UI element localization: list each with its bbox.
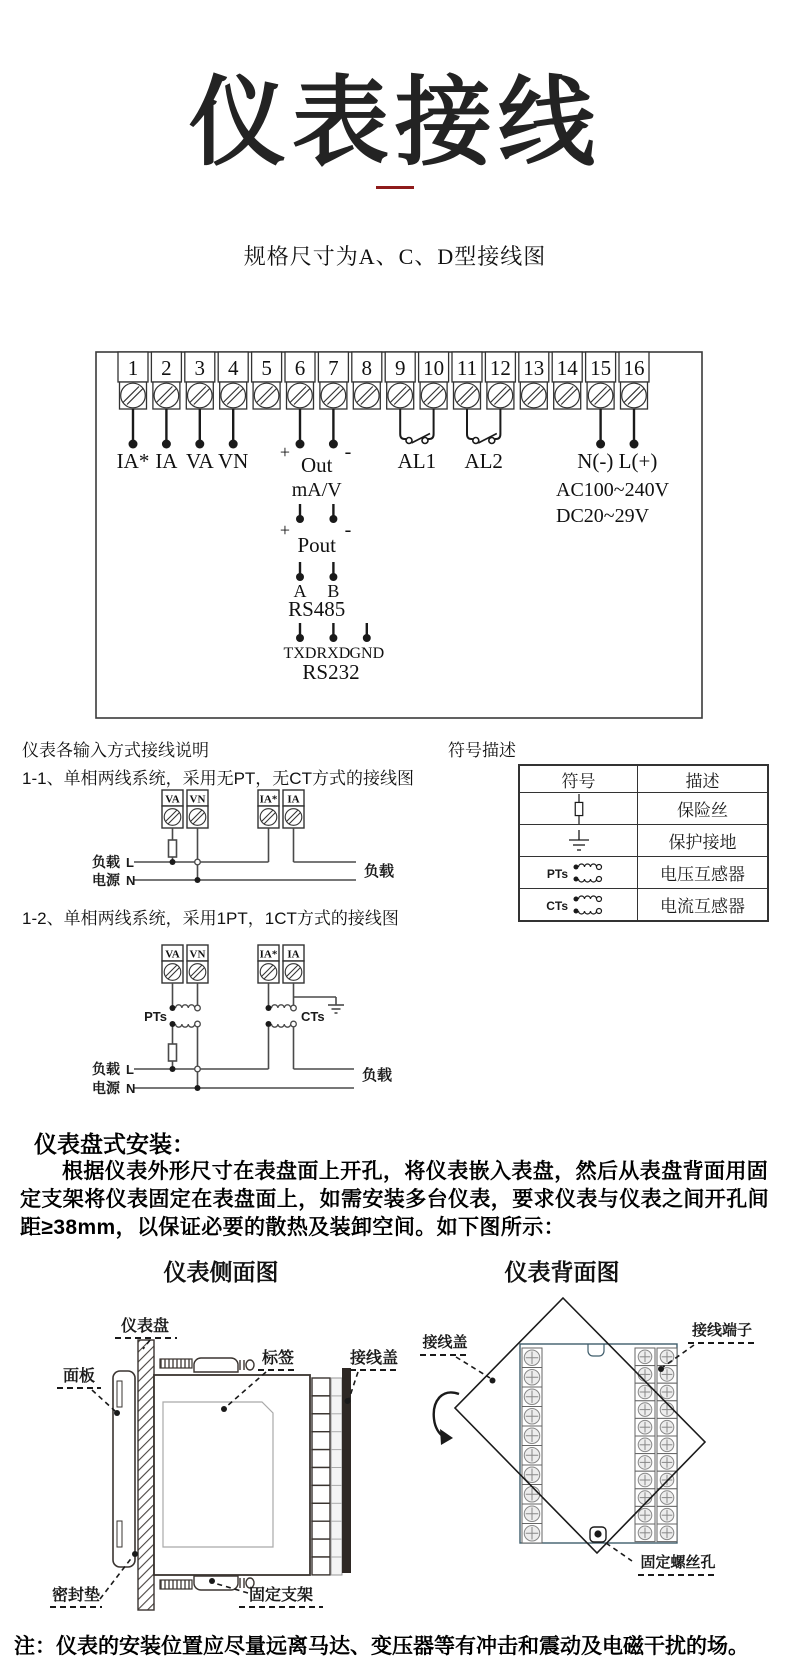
main-wiring-diagram bbox=[88, 346, 710, 724]
page-subtitle: 规格尺寸为A、C、D型接线图 bbox=[243, 244, 547, 269]
input-modes-heading: 仪表各输入方式接线说明 bbox=[22, 741, 209, 760]
panel-callout: 仪表盘 bbox=[120, 1318, 170, 1335]
rs232-gnd: GND bbox=[349, 645, 385, 662]
fuse-symbol bbox=[169, 840, 177, 857]
symbol-desc: 保护接地 bbox=[668, 833, 737, 852]
installation-heading: 仪表盘式安装： bbox=[34, 1131, 195, 1157]
pt-icon bbox=[542, 858, 616, 888]
title-underline bbox=[376, 186, 414, 189]
diagram-1-2-terminals bbox=[162, 945, 304, 983]
rotate-arrow bbox=[434, 1393, 459, 1438]
symbols-heading: 符号描述 bbox=[448, 741, 516, 760]
ct-icon bbox=[542, 890, 616, 920]
fuse-symbol bbox=[169, 1044, 177, 1061]
rear-view-diagram bbox=[400, 1295, 790, 1620]
pt-ct-dots bbox=[170, 1005, 272, 1091]
pt-label: PTs bbox=[144, 1009, 167, 1024]
top-bracket bbox=[160, 1358, 254, 1372]
diagram-1-1-wires bbox=[134, 828, 356, 880]
symbol-table bbox=[518, 764, 769, 922]
svg-text:IA*: IA* bbox=[259, 793, 278, 806]
svg-text:VN: VN bbox=[189, 793, 206, 806]
load-label-right: 负载 bbox=[362, 1067, 393, 1084]
diagram-1-2-caption: 1-2、单相两线系统，采用1PT，1CT方式的接线图 bbox=[22, 909, 399, 928]
diagram-1-1-caption: 1-1、单相两线系统，采用无PT，无CT方式的接线图 bbox=[22, 769, 414, 788]
svg-text:IA: IA bbox=[287, 948, 300, 961]
load-label-right: 负载 bbox=[364, 863, 395, 880]
panel-board bbox=[138, 1340, 154, 1610]
table-row bbox=[520, 888, 767, 920]
screw-hole-callout: 固定螺丝孔 bbox=[640, 1554, 716, 1571]
side-view-diagram bbox=[36, 1295, 406, 1620]
symbol-column-header: 符号 bbox=[520, 766, 638, 792]
footnote: 注：仪表的安装位置应尽量远离马达、变压器等有冲击和震动及电磁干扰的场。 bbox=[14, 1635, 749, 1658]
pt-ct-circles bbox=[195, 1005, 297, 1072]
bezel-slot bbox=[117, 1381, 122, 1407]
out-label: Out bbox=[300, 453, 333, 477]
svg-text:6: 6 bbox=[294, 356, 306, 380]
svg-text:8: 8 bbox=[361, 356, 373, 380]
terminal-label-vn: VN bbox=[218, 449, 249, 473]
ct-label: CTs bbox=[301, 1009, 325, 1024]
side-view-title: 仪表侧面图 bbox=[163, 1260, 279, 1285]
terminal-label-va: VA bbox=[185, 449, 214, 473]
diagram-1-2 bbox=[36, 938, 426, 1106]
ground-icon bbox=[566, 828, 592, 854]
pout-minus: - bbox=[344, 519, 352, 541]
svg-text:VN: VN bbox=[189, 948, 206, 961]
power-dc-range: DC20~29V bbox=[556, 505, 650, 527]
terminal-comb bbox=[312, 1378, 342, 1575]
alarm2-label: AL2 bbox=[464, 449, 503, 473]
symbol-desc: 电流互感器 bbox=[660, 897, 745, 916]
bracket-callout: 固定支架 bbox=[248, 1587, 314, 1604]
ground-symbol bbox=[328, 997, 344, 1013]
svg-text:7: 7 bbox=[328, 356, 339, 380]
table-row bbox=[520, 824, 767, 856]
source-label-left: 电源 bbox=[92, 872, 120, 888]
table-row bbox=[520, 856, 767, 888]
fuse-icon bbox=[572, 794, 586, 824]
table-header-row bbox=[520, 766, 767, 792]
bezel-slot bbox=[117, 1521, 122, 1547]
svg-text:14: 14 bbox=[556, 356, 578, 380]
rs485-b: B bbox=[327, 581, 340, 601]
terminal-callout: 接线端子 bbox=[691, 1322, 753, 1339]
label-plate bbox=[163, 1402, 273, 1547]
ct-icon-label: CTs bbox=[545, 898, 568, 913]
svg-text:5: 5 bbox=[261, 356, 272, 380]
alarm1-label: AL1 bbox=[397, 449, 437, 473]
svg-text:9: 9 bbox=[394, 356, 406, 380]
svg-text:1: 1 bbox=[127, 356, 139, 380]
line-n-label: N bbox=[126, 1081, 136, 1096]
faceplate-callout: 面板 bbox=[62, 1368, 96, 1385]
load-label-left: 负载 bbox=[92, 854, 120, 870]
svg-text:4: 4 bbox=[227, 356, 239, 380]
svg-text:12: 12 bbox=[489, 356, 511, 380]
terminal-label-ia-star: IA* bbox=[116, 449, 150, 473]
power-ac-range: AC100~240V bbox=[556, 479, 670, 501]
power-terminals-label: N(-) L(+) bbox=[577, 449, 658, 473]
pout-plus: + bbox=[279, 520, 291, 540]
svg-text:VA: VA bbox=[165, 793, 180, 806]
terminal-label-ia: IA bbox=[155, 449, 178, 473]
diagram-1-2-wires bbox=[134, 983, 354, 1088]
page-title: 仪表接线 bbox=[189, 68, 601, 177]
rs485-label: RS485 bbox=[288, 597, 346, 621]
symbol-desc: 保险丝 bbox=[677, 801, 728, 820]
symbol-desc: 电压互感器 bbox=[660, 865, 745, 884]
out-unit: mA/V bbox=[291, 479, 342, 501]
rs232-rxd: RXD bbox=[316, 645, 351, 662]
svg-text:16: 16 bbox=[623, 356, 645, 380]
load-label-left: 负载 bbox=[92, 1061, 120, 1077]
svg-text:IA*: IA* bbox=[259, 948, 278, 961]
line-l-label: L bbox=[126, 1062, 134, 1077]
gasket-callout: 密封垫 bbox=[51, 1587, 101, 1604]
out-minus: - bbox=[344, 441, 352, 463]
svg-text:13: 13 bbox=[523, 356, 545, 380]
rs232-txd: TXD bbox=[283, 645, 317, 662]
faceplate-bezel bbox=[113, 1371, 135, 1567]
bottom-bracket bbox=[160, 1576, 254, 1590]
cover-callout: 接线盖 bbox=[422, 1334, 468, 1351]
diagram-1-1 bbox=[36, 788, 396, 892]
rs485-a: A bbox=[293, 581, 307, 601]
rotate-arrowhead bbox=[440, 1429, 453, 1445]
pt-icon-label: PTs bbox=[546, 866, 568, 881]
rear-view-title: 仪表背面图 bbox=[504, 1260, 620, 1285]
cover-callout: 接线盖 bbox=[349, 1350, 399, 1367]
svg-text:IA: IA bbox=[287, 793, 300, 806]
desc-column-header: 描述 bbox=[685, 771, 720, 791]
out-plus: + bbox=[279, 442, 291, 462]
svg-text:10: 10 bbox=[423, 356, 445, 380]
table-row bbox=[520, 792, 767, 824]
tag-callout: 标签 bbox=[261, 1350, 295, 1367]
svg-text:VA: VA bbox=[165, 948, 180, 961]
source-label-left: 电源 bbox=[92, 1080, 120, 1096]
pout-label: Pout bbox=[297, 533, 336, 557]
svg-text:11: 11 bbox=[456, 356, 478, 380]
svg-text:15: 15 bbox=[590, 356, 612, 380]
installation-body: 根据仪表外形尺寸在表盘面上开孔，将仪表嵌入表盘，然后从表盘背面用固定支架将仪表固定在表盘面上，如需安装多台仪表，要求仪表与仪表之间开孔间距≥38mm，以保证必要的散热及装卸空间。如下图所示： bbox=[20, 1160, 769, 1239]
rs232-label: RS232 bbox=[302, 660, 360, 684]
svg-text:2: 2 bbox=[161, 356, 172, 380]
diagram-1-1-terminals bbox=[162, 790, 304, 828]
line-l-label: L bbox=[126, 855, 134, 870]
line-n-label: N bbox=[126, 873, 136, 888]
svg-text:3: 3 bbox=[194, 356, 206, 380]
